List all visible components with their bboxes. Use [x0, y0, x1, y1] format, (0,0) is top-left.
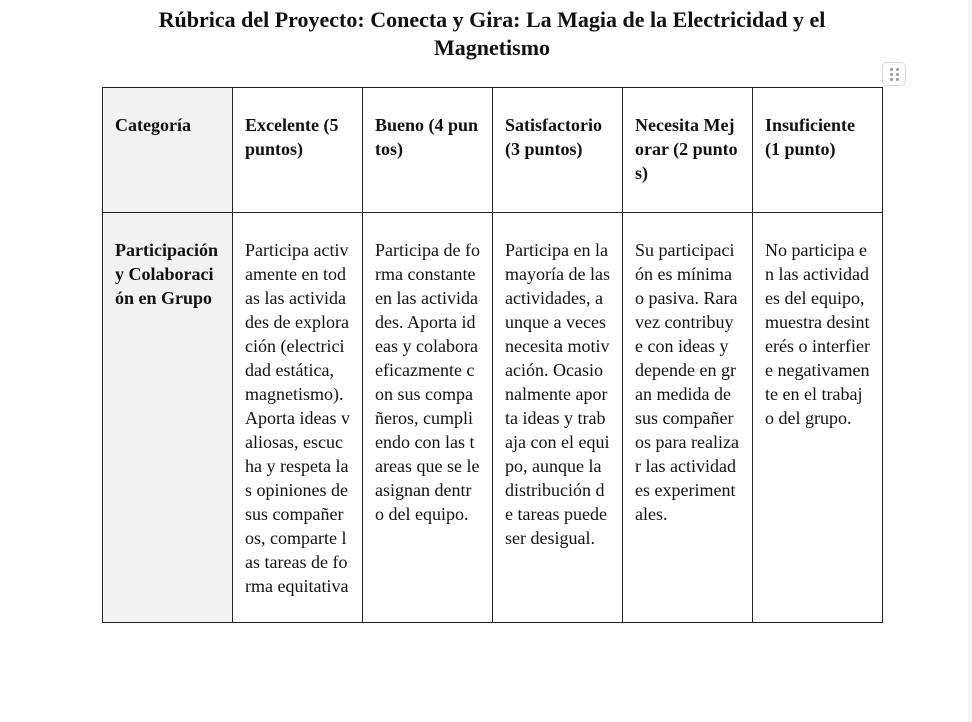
- row-cell-insufficient: No participa en las actividades del equipo, muestra desinterés o interfiere negativamente en el trabajo del grupo.: [753, 213, 883, 623]
- drag-dot: [896, 78, 899, 81]
- row-cell-excellent: Participa activamente en todas las actividades de exploración (electricidad estática, magnetismo). Aporta ideas valiosas, escucha y respeta las opiniones de sus compañeros, comparte las tareas de forma equitativa: [233, 213, 363, 623]
- page-title: Rúbrica del Proyecto: Conecta y Gira: La Magia de la Electricidad y el Magnetismo: [158, 7, 826, 60]
- row-category-cell: Participación y Colaboración en Grupo: [103, 213, 233, 623]
- drag-dot: [896, 68, 899, 71]
- header-cell-excellent: Excelente (5 puntos): [233, 88, 363, 213]
- table-header-row: [103, 88, 883, 213]
- header-cell-good: Bueno (4 puntos): [363, 88, 493, 213]
- row-cell-satisfactory: Participa en la mayoría de las actividades, aunque a veces necesita motivación. Ocasionalmente aporta ideas y trabaja con el equipo, aunque la distribución de tareas puede ser desigual.: [493, 213, 623, 623]
- drag-dot: [896, 73, 899, 76]
- drag-dot: [890, 73, 893, 76]
- header-cell-category: Categoría: [103, 88, 233, 213]
- drag-handle-icon[interactable]: [882, 62, 906, 86]
- header-cell-needs-improvement: Necesita Mejorar (2 puntos): [623, 88, 753, 213]
- header-cell-insufficient: Insuficiente (1 punto): [753, 88, 883, 213]
- header-cell-satisfactory: Satisfactorio (3 puntos): [493, 88, 623, 213]
- row-cell-needs-improvement: Su participación es mínima o pasiva. Rara vez contribuye con ideas y depende en gran medida de sus compañeros para realizar las actividades experimentales.: [623, 213, 753, 623]
- table-row: [103, 213, 883, 623]
- drag-dot: [890, 78, 893, 81]
- rubric-table: [102, 87, 883, 623]
- row-cell-good: Participa de forma constante en las actividades. Aporta ideas y colabora eficazmente con sus compañeros, cumpliendo con las tareas que se le asignan dentro del equipo.: [363, 213, 493, 623]
- drag-dot: [890, 68, 893, 71]
- scrollbar-track[interactable]: [968, 0, 972, 722]
